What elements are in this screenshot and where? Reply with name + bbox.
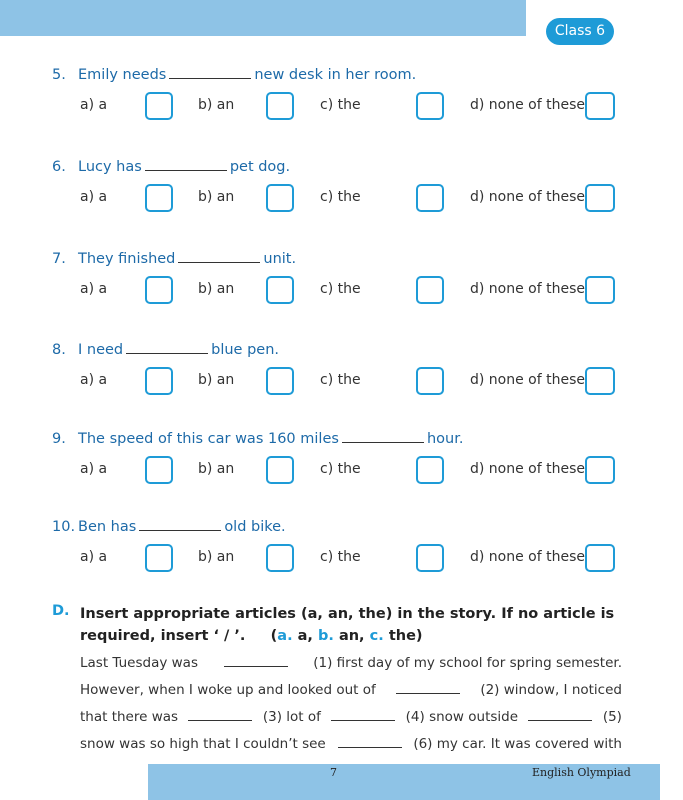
answer-blank[interactable]: [169, 67, 251, 79]
question-text: 5. Emily needs new desk in her room.: [52, 67, 417, 83]
option-a-checkbox[interactable]: [145, 456, 173, 484]
question-number: 5.: [52, 67, 66, 83]
page-number: 7: [330, 766, 337, 779]
question-number: 6.: [52, 159, 66, 175]
option-d-checkbox[interactable]: [585, 276, 615, 304]
answer-blank[interactable]: [139, 519, 221, 531]
option-d-label: d) none of these: [470, 189, 586, 205]
option-d-label: d) none of these: [470, 461, 586, 477]
option-a-checkbox[interactable]: [145, 184, 173, 212]
question-number: 9.: [52, 431, 66, 447]
option-c-checkbox[interactable]: [416, 276, 444, 304]
option-d-checkbox[interactable]: [585, 92, 615, 120]
option-a-label: a) a: [80, 281, 108, 297]
option-d-label: d) none of these: [470, 372, 586, 388]
question-9: [0, 431, 683, 491]
option-a-label: a) a: [80, 372, 108, 388]
option-d-label: d) none of these: [470, 549, 586, 565]
option-c-checkbox[interactable]: [416, 456, 444, 484]
story-blank-1[interactable]: [224, 655, 288, 667]
option-b-label: b) an: [198, 372, 235, 388]
option-c-label: c) the: [320, 549, 361, 565]
question-8: [0, 342, 683, 402]
option-c-checkbox[interactable]: [416, 92, 444, 120]
section-letter: D.: [52, 603, 70, 619]
option-b-label: b) an: [198, 97, 235, 113]
story-blank-4[interactable]: [331, 709, 395, 721]
option-d-checkbox[interactable]: [585, 367, 615, 395]
option-b-checkbox[interactable]: [266, 367, 294, 395]
option-c-checkbox[interactable]: [416, 367, 444, 395]
answer-blank[interactable]: [342, 431, 424, 443]
question-number: 7.: [52, 251, 66, 267]
story-line-4: snow was so high that I couldn’t see (6) my car. It was covered with: [80, 736, 622, 752]
question-text: 10. Ben has old bike.: [52, 519, 286, 535]
option-b-label: b) an: [198, 281, 235, 297]
section-instruction: Insert appropriate articles (a, an, the) in the story. If no article is required, insert ‘ / ’. (a. a, b. an, c. the): [80, 606, 615, 644]
option-d-label: d) none of these: [470, 281, 586, 297]
option-c-label: c) the: [320, 281, 361, 297]
option-a-label: a) a: [80, 461, 108, 477]
question-number: 10.: [52, 519, 76, 535]
option-a-label: a) a: [80, 189, 108, 205]
footer-title: English Olympiad: [532, 766, 631, 779]
option-d-checkbox[interactable]: [585, 184, 615, 212]
option-c-label: c) the: [320, 189, 361, 205]
option-a-checkbox[interactable]: [145, 367, 173, 395]
story-line-1: Last Tuesday was (1) first day of my school for spring semester.: [80, 655, 622, 671]
question-text: 7. They finished unit.: [52, 251, 297, 267]
story-blank-3[interactable]: [188, 709, 252, 721]
option-b-label: b) an: [198, 549, 235, 565]
header-band: [0, 0, 526, 36]
option-a-checkbox[interactable]: [145, 276, 173, 304]
option-a-checkbox[interactable]: [145, 92, 173, 120]
answer-blank[interactable]: [178, 251, 260, 263]
story-line-3: that there was (3) lot of (4) snow outside (5): [80, 709, 622, 725]
option-b-checkbox[interactable]: [266, 276, 294, 304]
option-c-label: c) the: [320, 461, 361, 477]
option-d-checkbox[interactable]: [585, 544, 615, 572]
answer-blank[interactable]: [145, 159, 227, 171]
question-10: [0, 519, 683, 579]
option-d-label: d) none of these: [470, 97, 586, 113]
option-b-checkbox[interactable]: [266, 544, 294, 572]
option-d-checkbox[interactable]: [585, 456, 615, 484]
option-c-label: c) the: [320, 97, 361, 113]
option-c-checkbox[interactable]: [416, 544, 444, 572]
story-line-2: However, when I woke up and looked out of (2) window, I noticed: [80, 682, 622, 698]
question-text: 9. The speed of this car was 160 miles hour.: [52, 431, 464, 447]
option-b-checkbox[interactable]: [266, 184, 294, 212]
option-c-checkbox[interactable]: [416, 184, 444, 212]
option-b-checkbox[interactable]: [266, 92, 294, 120]
question-text: 6. Lucy has pet dog.: [52, 159, 291, 175]
question-text: 8. I need blue pen.: [52, 342, 280, 358]
class-badge: Class 6: [546, 18, 614, 45]
option-a-checkbox[interactable]: [145, 544, 173, 572]
story-blank-2[interactable]: [396, 682, 460, 694]
option-a-label: a) a: [80, 549, 108, 565]
story-blank-5[interactable]: [528, 709, 592, 721]
question-6: [0, 159, 683, 219]
option-b-label: b) an: [198, 189, 235, 205]
question-5: [0, 67, 683, 127]
question-number: 8.: [52, 342, 66, 358]
option-b-label: b) an: [198, 461, 235, 477]
option-c-label: c) the: [320, 372, 361, 388]
question-7: [0, 251, 683, 311]
option-a-label: a) a: [80, 97, 108, 113]
option-b-checkbox[interactable]: [266, 456, 294, 484]
story-blank-6[interactable]: [338, 736, 402, 748]
article-hint: (a. a, b. an, c. the): [270, 628, 423, 644]
answer-blank[interactable]: [126, 342, 208, 354]
